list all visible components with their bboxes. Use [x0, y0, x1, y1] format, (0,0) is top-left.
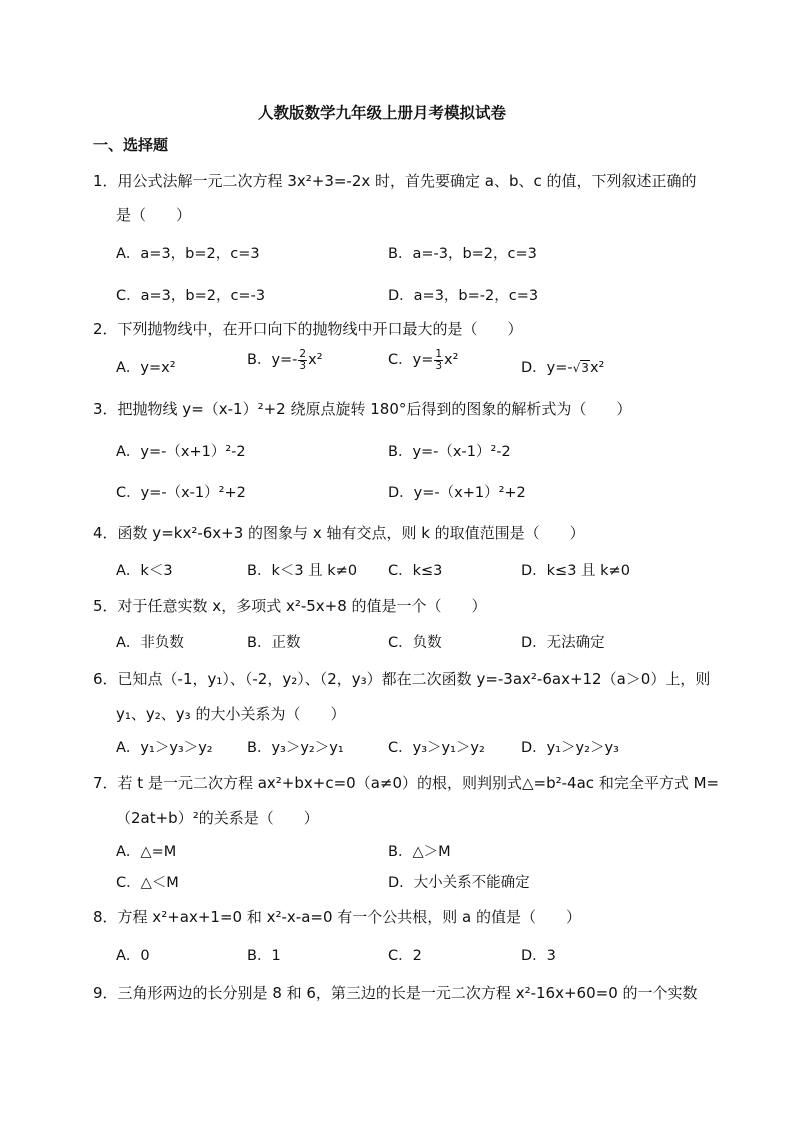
question-stem: 6．已知点（-1，y₁）、（-2，y₂）、（2，y₃）都在二次函数 y=-3ax²-6ax+12（a＞0）上，则 — [93, 670, 711, 688]
option-a[interactable]: A．y₁＞y₃＞y₂ — [116, 740, 213, 756]
option-c[interactable]: C．y=-（x-1）²+2 — [116, 485, 246, 501]
option-c[interactable]: C．a=3，b=2，c=-3 — [116, 288, 266, 304]
fraction — [298, 349, 307, 372]
option-b[interactable]: B．k＜3 且 k≠0 — [247, 563, 358, 579]
option-b[interactable]: B．1 — [247, 948, 281, 964]
question-stem: 1．用公式法解一元二次方程 3x²+3=-2x 时，首先要确定 a、b、c 的值，下列叙述正确的 — [93, 172, 697, 190]
option-c-prefix: C．y= — [388, 352, 434, 368]
option-c[interactable] — [388, 348, 458, 372]
option-c[interactable]: C．k≤3 — [388, 563, 443, 579]
option-d-suffix: x² — [589, 360, 605, 376]
option-d[interactable]: D．a=3，b=-2，c=3 — [388, 288, 539, 304]
option-a[interactable]: A．y=-（x+1）²-2 — [116, 444, 246, 460]
option-b[interactable]: B．y=-（x-1）²-2 — [388, 444, 511, 460]
radical-sign-icon: √ — [572, 361, 581, 375]
option-b[interactable] — [247, 348, 323, 372]
option-b-prefix: B．y=- — [247, 352, 298, 368]
option-d[interactable] — [521, 356, 604, 377]
question-stem: 8．方程 x²+ax+1=0 和 x²-x-a=0 有一个公共根，则 a 的值是（ ） — [93, 908, 581, 926]
option-d[interactable]: D．y₁＞y₂＞y₃ — [521, 740, 619, 756]
option-c[interactable]: C．负数 — [388, 635, 442, 651]
question-stem: 5．对于任意实数 x，多项式 x²-5x+8 的值是一个（ ） — [93, 597, 487, 615]
option-a[interactable]: A．△=M — [116, 844, 177, 860]
option-d[interactable]: D．大小关系不能确定 — [388, 875, 530, 891]
option-c[interactable]: C．y₃＞y₁＞y₂ — [388, 740, 485, 756]
option-c[interactable]: C．2 — [388, 948, 422, 964]
question-stem: 4．函数 y=kx²-6x+3 的图象与 x 轴有交点，则 k 的取值范围是（ ） — [93, 524, 585, 542]
option-a[interactable]: A．y=x² — [116, 360, 176, 376]
option-d[interactable]: D．3 — [521, 948, 556, 964]
option-a[interactable]: A．0 — [116, 948, 150, 964]
option-c[interactable]: C．△＜M — [116, 875, 179, 891]
option-b[interactable]: B．正数 — [247, 635, 301, 651]
question-stem: 9．三角形两边的长分别是 8 和 6，第三边的长是一元二次方程 x²-16x+60=0 的一个实数 — [93, 984, 698, 1002]
square-root — [573, 361, 590, 375]
option-d[interactable]: D．无法确定 — [521, 635, 605, 651]
fraction-denominator: 3 — [435, 359, 443, 372]
page-title: 人教版数学九年级上册月考模拟试卷 — [258, 104, 507, 122]
option-b[interactable]: B．y₃＞y₂＞y₁ — [247, 740, 344, 756]
fraction-denominator: 3 — [299, 359, 307, 372]
option-a[interactable]: A．非负数 — [116, 635, 184, 651]
option-a[interactable]: A．a=3，b=2，c=3 — [116, 246, 260, 262]
radicand: 3 — [581, 361, 589, 375]
question-stem: 7．若 t 是一元二次方程 ax²+bx+c=0（a≠0）的根，则判别式△=b²-4ac 和完全平方式 M= — [93, 774, 720, 792]
option-b-suffix: x² — [308, 352, 323, 368]
question-stem-continued: （2at+b）²的关系是（ ） — [116, 809, 319, 827]
question-stem-continued: 是（ ） — [116, 206, 192, 224]
question-stem: 2．下列抛物线中，在开口向下的抛物线中开口最大的是（ ） — [93, 320, 523, 338]
option-a[interactable]: A．k＜3 — [116, 563, 173, 579]
question-stem: 3．把抛物线 y=（x-1）²+2 绕原点旋转 180°后得到的图象的解析式为（ ） — [93, 400, 632, 418]
option-c-suffix: x² — [444, 352, 459, 368]
section-heading: 一、选择题 — [93, 136, 169, 154]
fraction-numerator: 2 — [299, 347, 307, 360]
question-stem-continued: y₁、y₂、y₃ 的大小关系为（ ） — [116, 705, 346, 723]
option-b[interactable]: B．a=-3，b=2，c=3 — [388, 246, 537, 262]
option-d-prefix: D．y=- — [521, 360, 573, 376]
option-d[interactable]: D．k≤3 且 k≠0 — [521, 563, 630, 579]
fraction-numerator: 1 — [435, 347, 443, 360]
option-d[interactable]: D．y=-（x+1）²+2 — [388, 485, 526, 501]
option-b[interactable]: B．△＞M — [388, 844, 451, 860]
fraction — [434, 349, 443, 372]
